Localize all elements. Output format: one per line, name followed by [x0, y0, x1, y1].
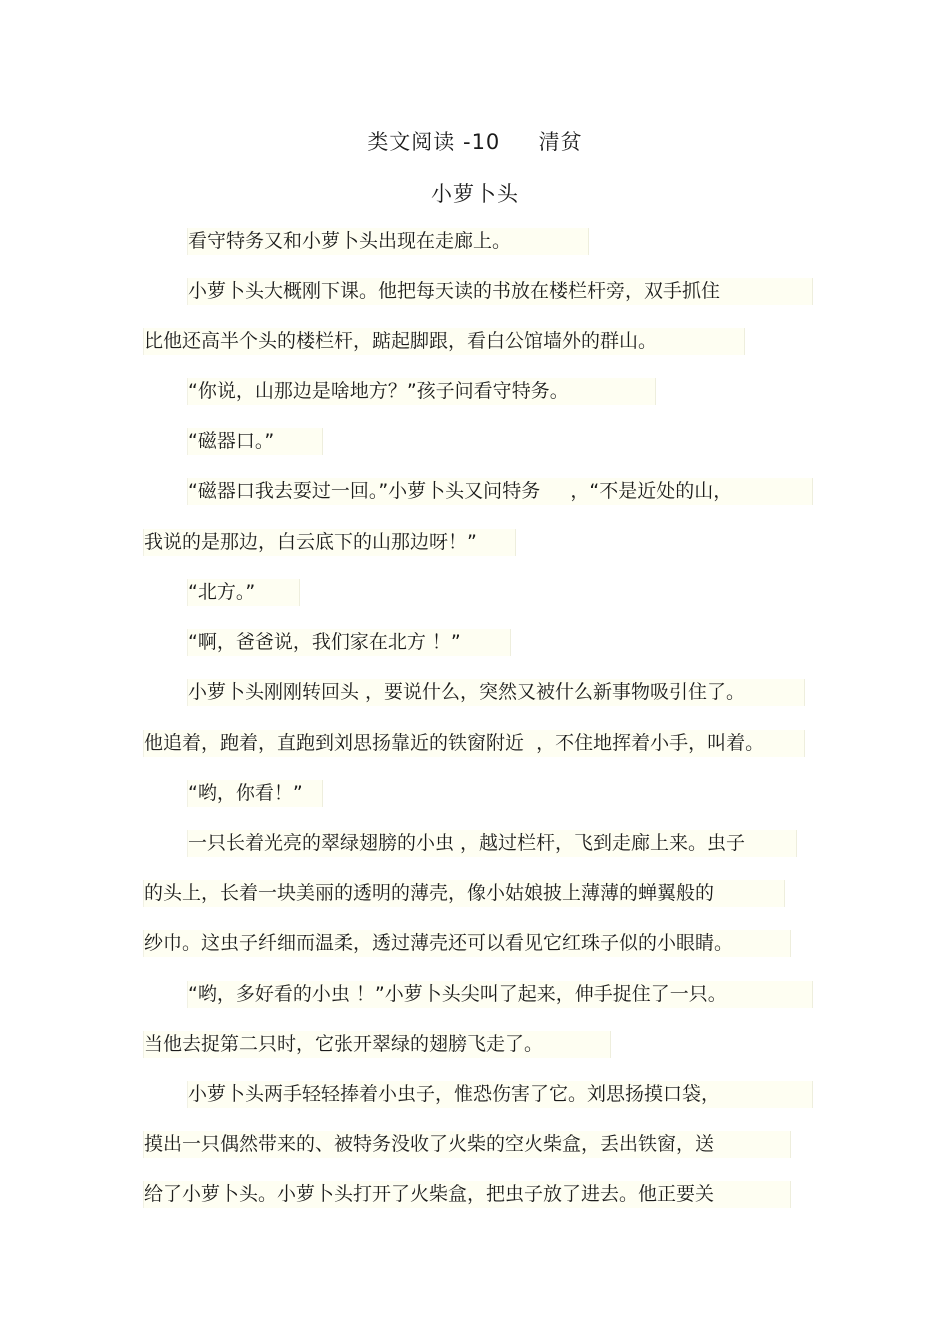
paragraph-line: 小萝卜头两手轻轻捧着小虫子，惟恐伤害了它。刘思扬摸口袋， [187, 1081, 813, 1108]
paragraph-line: “磁器口。” [187, 428, 323, 455]
paragraph-line: “磁器口我去耍过一回。”小萝卜头又问特务 ，“不是近处的山， [187, 478, 813, 505]
paragraph-line: 比他还高半个头的楼栏杆，踮起脚跟，看白公馆墙外的群山。 [143, 328, 745, 355]
document-heading: 类文阅读 -10 清贫 [367, 130, 583, 154]
document-subheading: 小萝卜头 [431, 182, 519, 206]
paragraph-line: 当他去捉第二只时，它张开翠绿的翅膀飞走了。 [143, 1031, 611, 1058]
paragraph-line: 小萝卜头大概刚下课。他把每天读的书放在楼栏杆旁，双手抓住 [187, 278, 813, 305]
paragraph-line: “哟，你看！” [187, 780, 323, 807]
paragraph-line: 他追着，跑着，直跑到刘思扬靠近的铁窗附近 ，不住地挥着小手，叫着。 [143, 730, 805, 757]
paragraph-line: 我说的是那边，白云底下的山那边呀！” [143, 529, 516, 556]
paragraph-line: 的头上，长着一块美丽的透明的薄壳，像小姑娘披上薄薄的蝉翼般的 [143, 880, 785, 907]
paragraph-line: 摸出一只偶然带来的、被特务没收了火柴的空火柴盒，丢出铁窗，送 [143, 1131, 791, 1158]
paragraph-line: 纱巾。这虫子纤细而温柔，透过薄壳还可以看见它红珠子似的小眼睛。 [143, 930, 791, 957]
paragraph-line: “哟，多好看的小虫 ！”小萝卜头尖叫了起来，伸手捉住了一只。 [187, 981, 813, 1008]
paragraph-line: 看守特务又和小萝卜头出现在走廊上。 [187, 228, 589, 255]
paragraph-line: “北方。” [187, 579, 300, 606]
paragraph-line: 小萝卜头刚刚转回头 ，要说什么，突然又被什么新事物吸引住了。 [187, 679, 805, 706]
paragraph-line: 给了小萝卜头。小萝卜头打开了火柴盒，把虫子放了进去。他正要关 [143, 1181, 791, 1208]
paragraph-line: “你说，山那边是啥地方？”孩子问看守特务。 [187, 378, 656, 405]
paragraph-line: 一只长着光亮的翠绿翅膀的小虫 ，越过栏杆，飞到走廊上来。虫子 [187, 830, 797, 857]
paragraph-line: “啊，爸爸说，我们家在北方 ！” [187, 629, 511, 656]
